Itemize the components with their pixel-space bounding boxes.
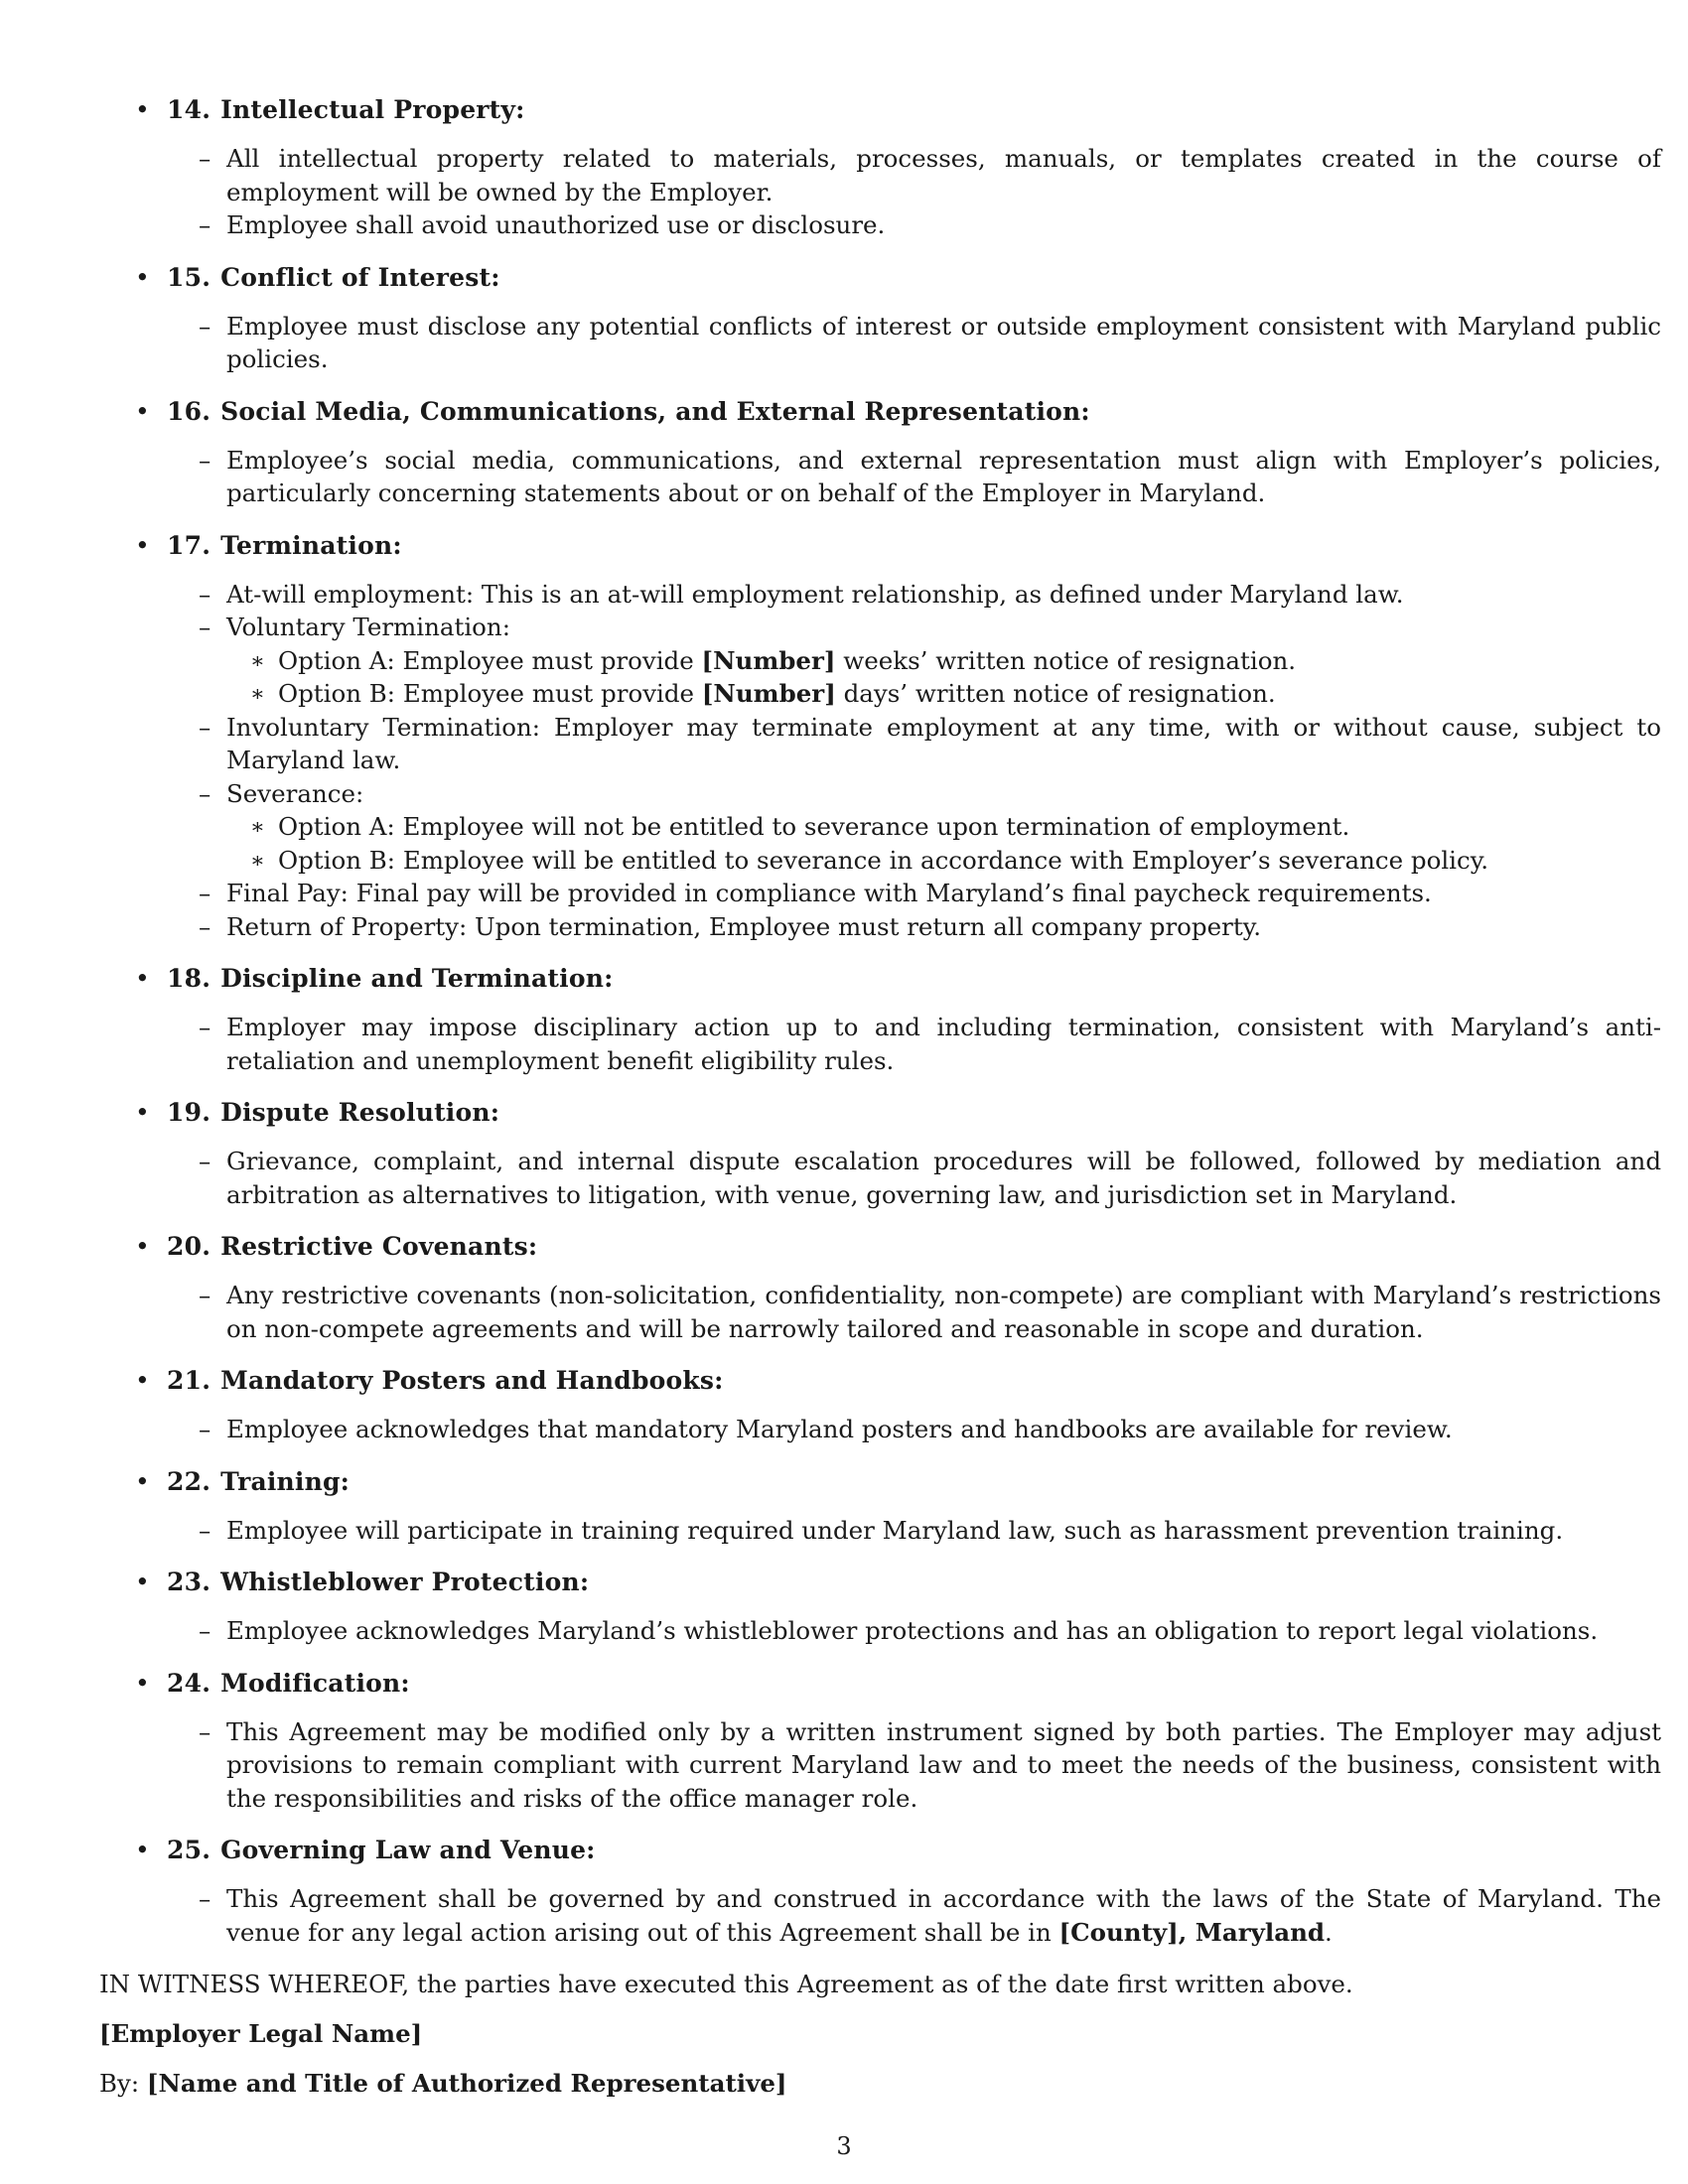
dash-marker: – bbox=[199, 613, 211, 641]
section-bullet: • bbox=[135, 1366, 150, 1395]
section-title: Termination: bbox=[220, 530, 402, 560]
section-items bbox=[199, 578, 1661, 944]
dash-marker: – bbox=[199, 144, 211, 173]
dash-marker: – bbox=[199, 778, 211, 808]
section-heading bbox=[167, 93, 1589, 127]
list-item bbox=[199, 142, 1661, 208]
section-number: 20. bbox=[167, 1232, 211, 1261]
section-items bbox=[199, 1514, 1589, 1548]
section-heading bbox=[167, 261, 1589, 295]
section-14 bbox=[135, 93, 1661, 242]
dash-marker: – bbox=[199, 445, 211, 475]
number-placeholder: [Number] bbox=[701, 679, 836, 708]
item-text: This Agreement may be modified only by a written instrument signed by both parties. The Employer may adjust provisions to remain compliant with current Maryland law and to meet the needs of the business, consistent with the responsibilities and risks of the office manager role. bbox=[226, 1716, 1661, 1813]
item-text: Employee must disclose any potential conflicts of interest or outside employment consistent with Maryland public policies. bbox=[226, 311, 1661, 373]
list-item bbox=[199, 711, 1661, 777]
dash-marker: – bbox=[199, 1281, 211, 1309]
section-18 bbox=[135, 962, 1661, 1077]
section-items bbox=[199, 1011, 1661, 1077]
number-placeholder: [Number] bbox=[701, 645, 836, 675]
by-label: By: bbox=[99, 2069, 140, 2098]
list-item bbox=[199, 910, 1661, 944]
item-text: Employee will participate in training required under Maryland law, such as harassment prevention training. bbox=[226, 1515, 1564, 1545]
section-bullet: • bbox=[135, 1836, 150, 1864]
section-20 bbox=[135, 1230, 1661, 1345]
section-heading bbox=[167, 1667, 1589, 1701]
item-text: Severance: bbox=[226, 778, 364, 808]
section-items bbox=[199, 1413, 1589, 1446]
list-item bbox=[199, 1715, 1661, 1816]
signature-line bbox=[99, 2067, 1589, 2101]
section-bullet: • bbox=[135, 396, 150, 426]
section-title: Restrictive Covenants: bbox=[220, 1232, 538, 1261]
section-number: 25. bbox=[167, 1836, 211, 1864]
section-title: Social Media, Communications, and External Representation: bbox=[220, 396, 1090, 426]
dash-marker: – bbox=[199, 579, 211, 609]
section-bullet: • bbox=[135, 1466, 150, 1496]
section-heading bbox=[167, 395, 1589, 429]
section-items bbox=[199, 444, 1661, 510]
star-marker: ∗ bbox=[250, 848, 265, 874]
sub-item bbox=[250, 644, 1661, 678]
dash-marker: – bbox=[199, 210, 211, 239]
section-items bbox=[199, 310, 1661, 376]
sub-item-text: Option B: Employee must provide bbox=[278, 679, 702, 708]
section-items bbox=[199, 1715, 1661, 1816]
item-text: This Agreement shall be governed by and construed in accordance with the laws of the State of Maryland. The venue for any legal action arising out of this Agreement shall be in bbox=[226, 1884, 1661, 1947]
section-15 bbox=[135, 261, 1661, 376]
section-number: 24. bbox=[167, 1668, 211, 1698]
dash-marker: – bbox=[199, 712, 211, 742]
star-marker: ∗ bbox=[250, 682, 265, 707]
item-text: All intellectual property related to materials, processes, manuals, or templates created in the course of employment will be owned by the Employer. bbox=[226, 144, 1661, 206]
dash-marker: – bbox=[199, 311, 211, 341]
section-22 bbox=[135, 1465, 1589, 1548]
section-bullet: • bbox=[135, 530, 150, 560]
section-heading bbox=[167, 1566, 1589, 1599]
section-number: 15. bbox=[167, 262, 211, 292]
item-text: Employee acknowledges Maryland’s whistleblower protections and has an obligation to report legal violations. bbox=[226, 1616, 1599, 1645]
section-heading bbox=[167, 1364, 1589, 1398]
section-title: Whistleblower Protection: bbox=[220, 1568, 590, 1596]
section-title: Discipline and Termination: bbox=[220, 964, 614, 993]
section-number: 14. bbox=[167, 95, 211, 124]
list-item bbox=[199, 1011, 1661, 1077]
sub-item-text-end: days’ written notice of resignation. bbox=[835, 679, 1276, 708]
list-item bbox=[199, 1413, 1661, 1446]
dash-marker: – bbox=[199, 1013, 211, 1041]
list-item bbox=[199, 1279, 1661, 1345]
section-heading bbox=[167, 1465, 1589, 1499]
section-title: Modification: bbox=[220, 1668, 410, 1698]
section-24 bbox=[135, 1667, 1661, 1816]
list-item bbox=[199, 444, 1661, 510]
section-17 bbox=[135, 529, 1661, 944]
list-item bbox=[199, 208, 1661, 242]
item-text: Employer may impose disciplinary action up to and including termination, consistent with Maryland’s anti-retaliation and unemployment benefit eligibility rules. bbox=[226, 1013, 1661, 1075]
sub-item-text: Option A: Employee will not be entitled to severance upon termination of employment. bbox=[278, 812, 1350, 841]
dash-marker: – bbox=[199, 1884, 211, 1913]
dash-marker: – bbox=[199, 1415, 211, 1443]
sub-item-text: Option A: Employee must provide bbox=[278, 645, 702, 675]
sub-item bbox=[250, 844, 1661, 878]
list-item bbox=[199, 1882, 1661, 1949]
item-text: Employee acknowledges that mandatory Maryland posters and handbooks are available for review. bbox=[226, 1415, 1453, 1443]
section-heading bbox=[167, 962, 1589, 996]
section-items bbox=[199, 1882, 1661, 1949]
dash-marker: – bbox=[199, 1716, 211, 1746]
list-item bbox=[199, 1614, 1661, 1648]
item-text: Final Pay: Final pay will be provided in compliance with Maryland’s final paycheck requirements. bbox=[226, 879, 1432, 907]
list-item bbox=[199, 611, 1661, 644]
section-heading bbox=[167, 1834, 1589, 1867]
list-item bbox=[199, 877, 1661, 910]
section-16 bbox=[135, 395, 1661, 510]
star-marker: ∗ bbox=[250, 648, 265, 674]
list-item bbox=[199, 777, 1661, 811]
section-number: 22. bbox=[167, 1466, 211, 1496]
section-items bbox=[199, 1279, 1661, 1345]
list-item bbox=[199, 578, 1661, 612]
item-text: At-will employment: This is an at-will employment relationship, as defined under Maryland law. bbox=[226, 579, 1404, 609]
section-number: 21. bbox=[167, 1366, 211, 1395]
section-bullet: • bbox=[135, 1232, 150, 1261]
section-title: Mandatory Posters and Handbooks: bbox=[220, 1366, 724, 1395]
star-marker: ∗ bbox=[250, 815, 265, 840]
dash-marker: – bbox=[199, 1616, 211, 1645]
item-text: Any restrictive covenants (non-solicitation, confidentiality, non-compete) are compliant with Maryland’s restrictions on non-compete agreements and will be narrowly tailored and reasonable in scope and duration. bbox=[226, 1281, 1661, 1343]
dash-marker: – bbox=[199, 1515, 211, 1545]
section-25 bbox=[135, 1834, 1661, 1949]
document-body bbox=[99, 93, 1661, 2116]
section-title: Dispute Resolution: bbox=[220, 1098, 500, 1127]
item-text: Involuntary Termination: Employer may terminate employment at any time, with or without cause, subject to Maryland law. bbox=[226, 712, 1661, 774]
list-item bbox=[199, 310, 1661, 376]
item-text-end: . bbox=[1325, 1917, 1333, 1947]
item-text: Grievance, complaint, and internal dispute escalation procedures will be followed, followed by mediation and arbitration as alternatives to litigation, with venue, governing law, and jurisdiction set in Maryland. bbox=[226, 1147, 1661, 1209]
section-number: 19. bbox=[167, 1098, 211, 1127]
section-bullet: • bbox=[135, 1668, 150, 1698]
section-number: 16. bbox=[167, 396, 211, 426]
section-bullet: • bbox=[135, 262, 150, 292]
section-title: Conflict of Interest: bbox=[220, 262, 500, 292]
section-title: Governing Law and Venue: bbox=[220, 1836, 596, 1864]
section-21 bbox=[135, 1364, 1589, 1446]
sub-item bbox=[250, 677, 1661, 711]
section-title: Intellectual Property: bbox=[220, 95, 525, 124]
section-items bbox=[199, 1145, 1661, 1211]
witness-statement: IN WITNESS WHEREOF, the parties have executed this Agreement as of the date first written above. bbox=[99, 1970, 1353, 1998]
section-bullet: • bbox=[135, 1568, 150, 1596]
representative-placeholder: [Name and Title of Authorized Representative] bbox=[146, 2069, 787, 2098]
section-number: 18. bbox=[167, 964, 211, 993]
item-text: Voluntary Termination: bbox=[226, 613, 510, 641]
section-title: Training: bbox=[220, 1466, 351, 1496]
section-heading bbox=[167, 1096, 1589, 1130]
sub-item bbox=[250, 810, 1661, 844]
section-heading bbox=[167, 529, 1589, 563]
section-bullet: • bbox=[135, 1098, 150, 1127]
section-number: 23. bbox=[167, 1568, 211, 1596]
section-heading bbox=[167, 1230, 1589, 1264]
section-23 bbox=[135, 1566, 1599, 1648]
sub-item-text: Option B: Employee will be entitled to severance in accordance with Employer’s severance policy. bbox=[278, 845, 1489, 875]
employer-name-placeholder: [Employer Legal Name] bbox=[99, 2019, 423, 2048]
venue-placeholder: [County], Maryland bbox=[1058, 1917, 1326, 1947]
list-item bbox=[199, 1514, 1661, 1548]
section-bullet: • bbox=[135, 95, 150, 124]
page-number: 3 bbox=[836, 2132, 852, 2160]
section-number: 17. bbox=[167, 530, 211, 560]
dash-marker: – bbox=[199, 911, 211, 941]
section-bullet: • bbox=[135, 964, 150, 993]
section-list bbox=[99, 93, 1661, 1949]
item-text: Return of Property: Upon termination, Employee must return all company property. bbox=[226, 911, 1262, 941]
sub-item-text-end: weeks’ written notice of resignation. bbox=[835, 645, 1297, 675]
section-19 bbox=[135, 1096, 1661, 1211]
item-text: Employee’s social media, communications, and external representation must align with Employer’s policies, particularly concerning statements about or on behalf of the Employer in Maryland. bbox=[226, 445, 1661, 507]
section-items bbox=[199, 142, 1661, 242]
dash-marker: – bbox=[199, 1147, 211, 1175]
dash-marker: – bbox=[199, 879, 211, 907]
list-item bbox=[199, 1145, 1661, 1211]
section-items bbox=[199, 1614, 1599, 1648]
item-text: Employee shall avoid unauthorized use or disclosure. bbox=[226, 210, 886, 239]
